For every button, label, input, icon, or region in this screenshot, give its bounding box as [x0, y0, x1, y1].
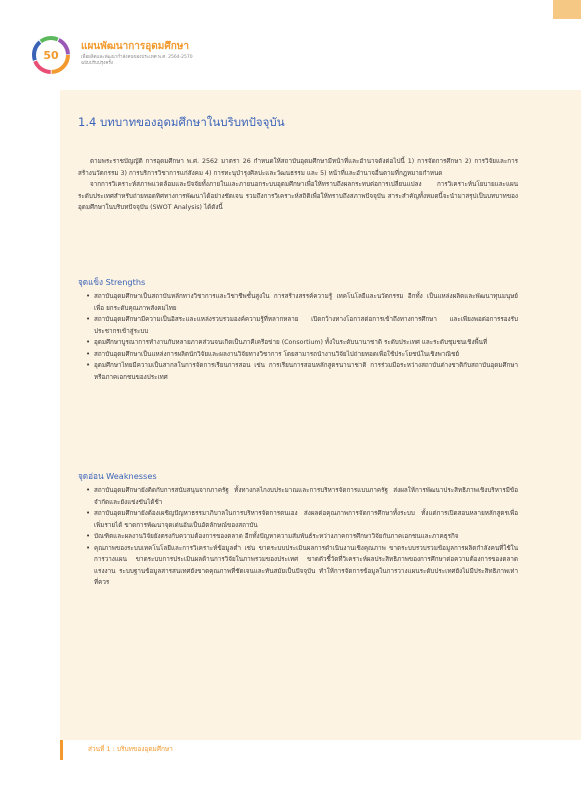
list-item [86, 508, 518, 531]
header-title: แผนพัฒนาการอุดมศึกษา [81, 41, 189, 52]
bullet-icon: • [86, 349, 91, 358]
bullet-icon: • [86, 338, 91, 346]
bullet-icon: • [86, 543, 91, 552]
corner-tab [553, 0, 581, 19]
bullet-icon: • [86, 509, 91, 517]
list-item [86, 349, 518, 361]
list-item [86, 291, 518, 314]
list-item-text: สถาบันอุดมศึกษามีความเป็นอิสระและแหล่งรวบรวมองค์ความรู้ที่หลากหลาย เปิดกว้างทางโอกาสต่อการเข้าถึงทางการศึกษา และเพียงพอต่อการรองรับประชากรเข้าสู่ระบบ [94, 316, 518, 335]
list-item-text: สถาบันอุดมศึกษาเป็นแหล่งการผลิตนักวิจัยและผลงานวิจัยทางวิชาการ โดยสามารถนำงานวิจัยไปถ่ายทอดเพื่อใช้ประโยชน์ในเชิงพาณิชย์ [94, 350, 460, 358]
page-number: 50 [43, 48, 59, 62]
bullet-icon: • [86, 486, 91, 494]
strengths-list [86, 291, 518, 383]
intro-paragraph: ตามพระราชบัญญัติ การอุดมศึกษา พ.ศ. 2562 มาตรา 26 กำหนดให้สถาบันอุดมศึกษามีหน้าที่และอำนาจดังต่อไปนี้ 1) การจัดการศึกษา 2) การวิจัยและการสร้างนวัตกรรม 3) การบริการวิชาการแก่สังคม 4) การทะนุบำรุงศิลปะและวัฒนธรรม และ 5) หน้าที่และอำนาจอื่นตามที่กฎหมายกำหนด [78, 158, 518, 177]
intro-text [78, 156, 518, 214]
list-item [86, 531, 518, 543]
list-item-text: อุดมศึกษาไทยมีความเป็นสากลในการจัดการเรียนการสอน เช่น การเรียนการสอนหลักสูตรนานาชาติ การร่วมมือระหว่างสถาบันต่างชาติกับสถาบันอุดมศึกษาหรือภาคเอกชนของประเทศ [94, 362, 518, 381]
list-item-text: สถาบันอุดมศึกษายังต้องเผชิญปัญหาธรรมาภิบาลในการบริหารจัดการตนเอง ส่งผลต่อคุณภาพการจัดการศึกษาทั้งระบบ ทั้งแต่การเปิดสอนหลายหลักสูตรเพื่อเพิ่มรายได้ ขาดการพัฒนาจุดเด่นอันเป็นอัตลักษณ์ของสถาบัน [94, 510, 518, 529]
running-header [81, 41, 193, 67]
list-item-text: บัณฑิตและผลงานวิจัยยังตรงกับความต้องการของตลาด อีกทั้งปัญหาความสัมพันธ์ระหว่างภาคการศึกษาวิจัยกับภาคเอกชนและภาคธุรกิจ [94, 533, 459, 540]
section-title: 1.4 บทบาทของอุดมศึกษาในบริบทปัจจุบัน [78, 115, 285, 129]
footer-label: ส่วนที่ 1 : บริบทของอุดมศึกษา [88, 745, 173, 753]
list-item [86, 314, 518, 337]
bullet-icon: • [86, 315, 91, 323]
strengths-heading: จุดแข็ง Strengths [78, 277, 146, 287]
header-subtitle-line1: เพื่อผลิตและพัฒนากำลังคนของประเทศ พ.ศ. 2564-2570 [81, 55, 193, 60]
list-item-text: สถาบันอุดมศึกษายังติดกับการสนับสนุนจากภาครัฐ ทั้งทางกลไกงบประมาณและการบริหารจัดการแบบภาครัฐ ส่งผลให้การพัฒนาประสิทธิภาพเชิงบริหารมีข้อจำกัดและยังแข่งขันได้ช้า [94, 487, 518, 506]
weaknesses-heading: จุดอ่อน Weaknesses [78, 471, 157, 481]
weaknesses-list [86, 485, 518, 589]
bullet-icon: • [86, 532, 91, 540]
intro-paragraph: จากการวิเคราะห์สภาพแวดล้อมและปัจจัยทั้งภายในและภายนอกระบบอุดมศึกษาเพื่อให้ทราบถึงผลกระทบต่อการเปลี่ยนแปลง การวิเคราะห์นโยบายและแผนระดับประเทศสำหรับถ่ายทอดทิศทางการพัฒนาได้อย่างชัดเจน รวมถึงการวิเคราะห์สถิติเพื่อให้ทราบถึงสภาพปัจจุบัน สาระสำคัญทั้งหมดนี้จะนำมาสรุปเป็นบทบาทของอุดมศึกษาในบริบทปัจจุบัน (SWOT Analysis) ได้ดังนี้ [78, 181, 518, 211]
list-item-text: สถาบันอุดมศึกษาเป็นสถาบันหลักทางวิชาการและวิชาชีพชั้นสูงใน การสร้างสรรค์ความรู้ เทคโนโลยีและนวัตกรรม อีกทั้ง เป็นแหล่งผลิตและพัฒนาทุนมนุษย์เพื่อ ยกระดับคุณภาพสังคมไทย [94, 293, 518, 312]
list-item [86, 360, 518, 383]
list-item-text: อุดมศึกษาบูรณาการทำงานกับหลายภาคส่วนจนเกิดเป็นภาคีเครือข่าย (Consortium) ทั้งในระดับนานาชาติ ระดับประเทศ และระดับชุมชนเชิงพื้นที่ [94, 339, 488, 346]
list-item [86, 543, 518, 589]
bullet-icon: • [86, 361, 91, 369]
list-item [86, 485, 518, 508]
footer-accent-bar [60, 740, 63, 760]
list-item [86, 337, 518, 349]
bullet-icon: • [86, 292, 91, 300]
list-item-text: คุณภาพของระบบเทคโนโลยีและการวิเคราะห์ข้อมูลต่ำ เช่น ขาดระบบประเมินผลการดำเนินงานเชิงคุณภาพ ขาดระบบรวบรวมข้อมูลการผลิตกำลังคนที่ใช้ในการวางแผน ขาดระบบการประเมินผลด้านการวิจัยในภาพรวมของประเทศ ขาดตัวชี้วัดที่วิเคราะห์ผลประสิทธิภาพของการศึกษาต่อความต้องการของตลาดแรงงาน ระบบฐานข้อมูลสารสนเทศยังขาดคุณภาพที่ชัดเจนและทันสมัยเป็นปัจจุบัน ทำให้การจัดการข้อมูลในการวางแผนระดับประเทศยังไม่มีประสิทธิภาพเท่าที่ควร [94, 544, 518, 586]
header-subtitle-line2: ฉบับปรับปรุงครั้ง [81, 61, 114, 66]
